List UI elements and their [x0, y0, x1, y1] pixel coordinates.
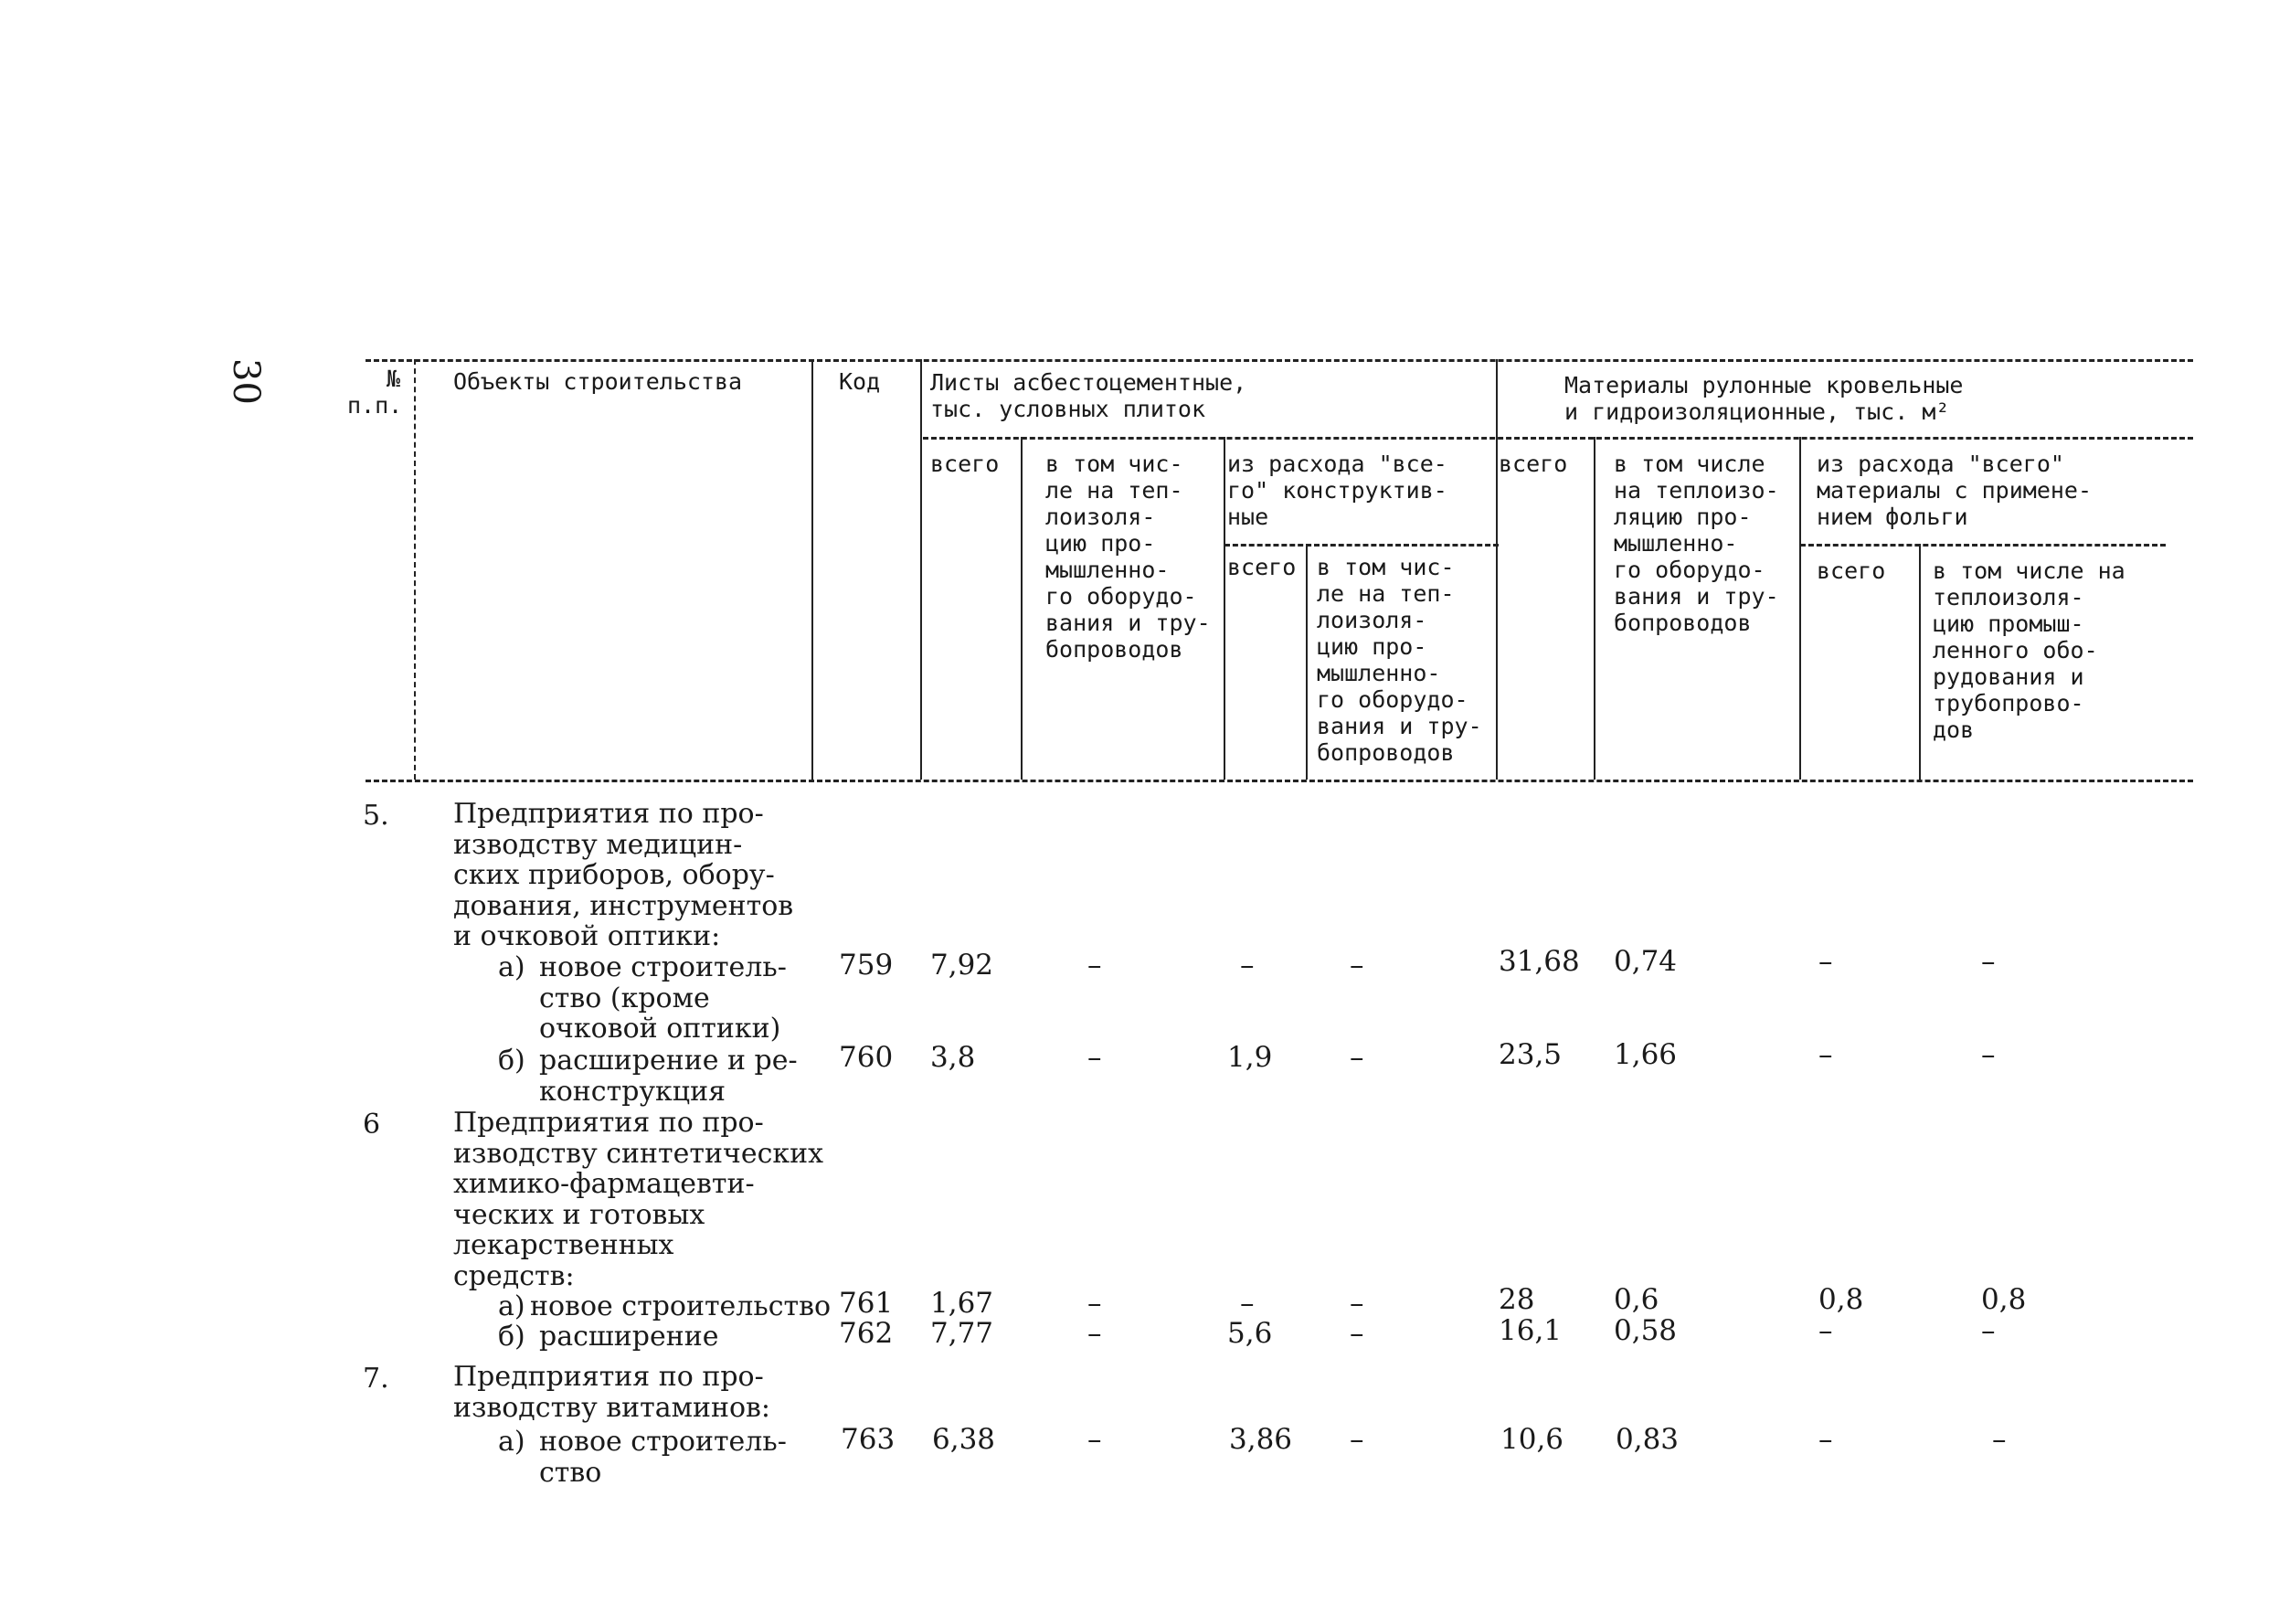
header-sheets-group: Листы асбестоцементные, тыс. условных плиток — [930, 369, 1247, 422]
value-r-from-insul: – — [1992, 1423, 2007, 1456]
header-code: Код — [839, 368, 881, 395]
row-subtitle: новое строитель- ство — [539, 1426, 787, 1489]
value-r-from-insul: – — [1981, 1314, 1996, 1347]
value-s-from-insul: – — [1350, 1317, 1364, 1350]
value-r-insul: 0,6 — [1614, 1283, 1659, 1316]
value-s-from-insul: – — [1350, 1423, 1364, 1456]
header-num: № п.п. — [347, 366, 403, 419]
value-s-total: 1,67 — [930, 1287, 994, 1320]
value-s-total: 7,92 — [930, 949, 994, 982]
value-r-insul: 0,83 — [1616, 1423, 1680, 1456]
value-r-total: 16,1 — [1499, 1314, 1563, 1347]
col-rule-objects — [811, 359, 813, 780]
value-s-from-insul: – — [1350, 1287, 1364, 1320]
value-r-insul: 0,74 — [1614, 945, 1678, 978]
row-label: б) — [498, 1045, 525, 1077]
value-s-from-total: 5,6 — [1227, 1317, 1273, 1350]
row-subtitle: расширение и ре- конструкция — [539, 1045, 798, 1108]
value-r-from-total: – — [1818, 945, 1833, 978]
col-rule-r-from-total — [1919, 544, 1921, 780]
header-s-from-insul: в том чис- ле на теп- лоизоля- цию про- мышленно- го оборудо- вания и тру- бопроводов — [1317, 554, 1482, 766]
header-objects: Объекты строительства — [453, 368, 743, 395]
col-rule-s-total — [1021, 437, 1023, 780]
header-subsub-rule-rolled — [1800, 544, 2166, 547]
value-s-insul: – — [1087, 1287, 1102, 1320]
section-title: Предприятия по про- изводству синтетических химико-фармацевти- ческих и готовых лекарственных средств: — [453, 1107, 824, 1292]
header-bottom-rule — [366, 780, 2193, 782]
col-rule-rolled — [1496, 359, 1498, 780]
col-rule-r-insul — [1799, 437, 1801, 780]
value-s-from-insul: – — [1350, 1041, 1364, 1074]
value-s-from-total: – — [1240, 1287, 1255, 1320]
header-r-total: всего — [1499, 451, 1568, 477]
value-s-from-insul: – — [1350, 949, 1364, 982]
value-r-from-insul: – — [1981, 1038, 1996, 1071]
row-subtitle: новое строитель- ство (кроме очковой оптики) — [539, 951, 787, 1045]
header-r-from: из расхода "всего" материалы с примене- нием фольги — [1817, 451, 2093, 530]
row-label: б) — [498, 1321, 525, 1353]
row-code: 759 — [839, 949, 894, 982]
col-rule-code — [920, 359, 922, 780]
col-rule-num — [414, 359, 416, 780]
value-s-total: 3,8 — [930, 1041, 976, 1074]
value-r-total: 31,68 — [1499, 945, 1580, 978]
col-rule-r-total — [1594, 437, 1595, 780]
header-sub-rule — [923, 437, 2193, 440]
row-code: 762 — [839, 1317, 894, 1350]
row-num: 6 — [363, 1109, 381, 1141]
header-s-total: всего — [930, 451, 1000, 477]
value-s-from-total: 1,9 — [1227, 1041, 1273, 1074]
row-label: а) — [498, 1426, 525, 1458]
value-s-total: 7,77 — [930, 1317, 994, 1350]
value-s-insul: – — [1087, 1041, 1102, 1074]
value-r-from-total: – — [1818, 1314, 1833, 1347]
value-s-insul: – — [1087, 1317, 1102, 1350]
col-rule-s-from-total — [1306, 544, 1308, 780]
value-s-from-total: 3,86 — [1229, 1423, 1293, 1456]
header-r-from-total: всего — [1817, 557, 1886, 584]
value-r-insul: 1,66 — [1614, 1038, 1678, 1071]
value-r-from-total: 0,8 — [1818, 1283, 1864, 1316]
value-s-insul: – — [1087, 1423, 1102, 1456]
header-s-from: из расхода "все- го" конструктив- ные — [1227, 451, 1447, 530]
table-top-rule — [366, 359, 2193, 362]
col-rule-s-insul — [1224, 437, 1225, 780]
value-r-from-total: – — [1818, 1423, 1833, 1456]
section-title: Предприятия по про- изводству витаминов: — [453, 1361, 771, 1424]
value-r-from-insul: – — [1981, 945, 1996, 978]
value-r-total: 23,5 — [1499, 1038, 1563, 1071]
value-r-from-total: – — [1818, 1038, 1833, 1071]
header-subsub-rule-sheets — [1224, 544, 1499, 547]
row-num: 5. — [363, 800, 389, 832]
row-code: 761 — [839, 1287, 894, 1320]
header-s-insul: в том чис- ле на теп- лоизоля- цию про- мышленно- го оборудо- вания и тру- бопроводов — [1045, 451, 1211, 663]
row-code: 763 — [841, 1423, 896, 1456]
row-label: а) — [498, 951, 525, 983]
value-r-total: 28 — [1499, 1283, 1535, 1316]
value-s-insul: – — [1087, 949, 1102, 982]
page-number: 30 — [225, 358, 267, 405]
value-r-total: 10,6 — [1500, 1423, 1564, 1456]
header-rolled-group: Материалы рулонные кровельные и гидроизоляционные, тыс. м² — [1564, 372, 1964, 425]
value-r-insul: 0,58 — [1614, 1314, 1678, 1347]
value-s-from-total: – — [1240, 949, 1255, 982]
row-subtitle: новое строительство — [530, 1290, 832, 1322]
row-num: 7. — [363, 1363, 389, 1395]
value-r-from-insul: 0,8 — [1981, 1283, 2027, 1316]
header-r-insul: в том числе на теплоизо- ляцию про- мышленно- го оборудо- вания и тру- бопроводов — [1614, 451, 1779, 636]
row-subtitle: расширение — [539, 1321, 719, 1353]
row-label: а) — [498, 1290, 525, 1322]
section-title: Предприятия по про- изводству медицин- ских приборов, обору- дования, инструментов и очковой оптики: — [453, 798, 794, 952]
header-r-from-insul: в том числе на теплоизоля- цию промыш- ленного обо- рудования и трубопрово- дов — [1933, 557, 2125, 743]
header-s-from-total: всего — [1227, 554, 1297, 580]
value-s-total: 6,38 — [932, 1423, 996, 1456]
row-code: 760 — [839, 1041, 894, 1074]
